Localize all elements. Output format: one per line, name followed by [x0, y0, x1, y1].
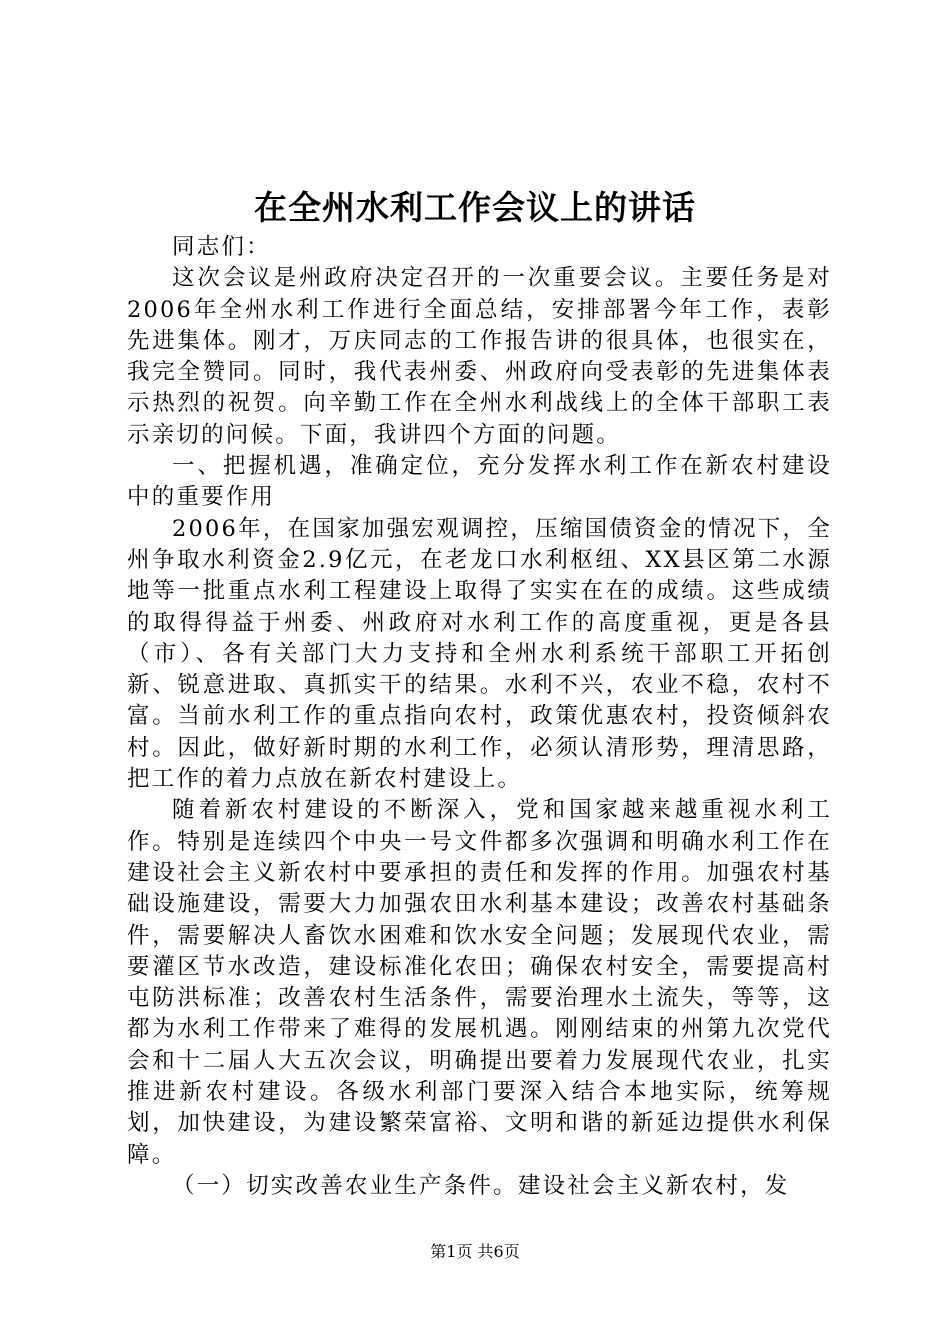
- document-body: [127, 232, 832, 1202]
- page-footer: 第1页 共6页: [430, 1242, 520, 1261]
- intro-paragraph: 这次会议是州政府决定召开的一次重要会议。主要任务是对2006年全州水利工作进行全面总结，安排部署今年工作，表彰先进集体。刚才，万庆同志的工作报告讲的很具体，也很实在，我完全赞同。同时，我代表州委、州政府向受表彰的先进集体表示热烈的祝贺。向辛勤工作在全州水利战线上的全体干部职工表示亲切的问候。下面，我讲四个方面的问题。: [127, 265, 832, 448]
- document-title: 在全州水利工作会议上的讲话: [254, 188, 696, 227]
- section-heading-1: 一、把握机遇，准确定位，充分发挥水利工作在新农村建设中的重要作用: [127, 453, 832, 511]
- body-paragraph: 2006年，在国家加强宏观调控，压缩国债资金的情况下，全州争取水利资金2.9亿元，在老龙口水利枢纽、XX县区第二水源地等一批重点水利工程建设上取得了实实在在的成绩。这些成绩的取得得益于州委、州政府对水利工作的高度重视，更是各县（市）、各有关部门大力支持和全州水利系统干部职工开拓创新、锐意进取、真抓实干的结果。水利不兴，农业不稳，农村不富。当前水利工作的重点指向农村，政策优惠农村，投资倾斜农村。因此，做好新时期的水利工作，必须认清形势，理清思路，把工作的着力点放在新农村建设上。: [127, 515, 832, 793]
- body-paragraph: 随着新农村建设的不断深入，党和国家越来越重视水利工作。特别是连续四个中央一号文件都多次强调和明确水利工作在建设社会主义新农村中要承担的责任和发挥的作用。加强农村基础设施建设，需要大力加强农田水利基本建设；改善农村基础条件，需要解决人畜饮水困难和饮水安全问题；发展现代农业，需要灌区节水改造，建设标准化农田；确保农村安全，需要提高村屯防洪标准；改善农村生活条件，需要治理水土流失，等等，这都为水利工作带来了难得的发展机遇。刚刚结束的州第九次党代会和十二届人大五次会议，明确提出要着力发展现代农业，扎实推进新农村建设。各级水利部门要深入结合本地实际，统筹规划，加快建设，为建设繁荣富裕、文明和谐的新延边提供水利保障。: [127, 797, 832, 1168]
- subsection-paragraph: （一）切实改善农业生产条件。建设社会主义新农村，发: [172, 1172, 790, 1199]
- salutation-paragraph: 同志们：: [172, 234, 271, 260]
